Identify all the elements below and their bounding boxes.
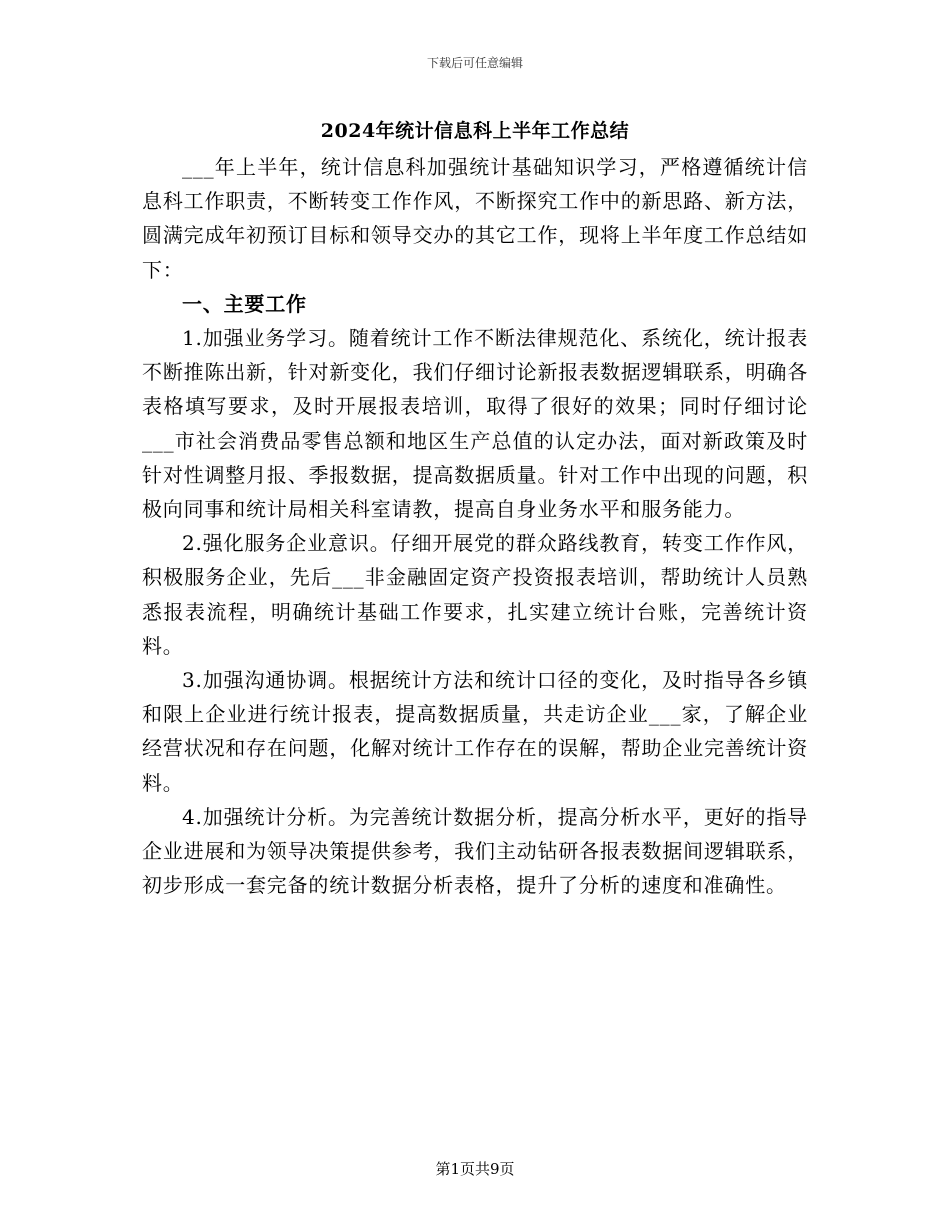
section-heading-main-work: 一、主要工作 xyxy=(182,291,307,316)
intro-paragraph: ___年上半年，统计信息科加强统计基础知识学习，严格遵循统计信息科工作职责，不断转变工作作风，不断探究工作中的新思路、新方法，圆满完成年初预订目标和领导交办的其它工作，现将上半年度工作总结如下： xyxy=(142,155,808,282)
paragraph-item-3: 3.加强沟通协调。根据统计方法和统计口径的变化，及时指导各乡镇和限上企业进行统计报表，提高数据质量，共走访企业___家，了解企业经营状况和存在问题，化解对统计工作存在的误解，帮助企业完善统计资料。 xyxy=(142,668,808,795)
paragraph-item-2: 2.强化服务企业意识。仔细开展党的群众路线教育，转变工作作风，积极服务企业，先后___非金融固定资产投资报表培训，帮助统计人员熟悉报表流程，明确统计基础工作要求，扎实建立统计台账，完善统计资料。 xyxy=(142,531,808,658)
document-title: 2024年统计信息科上半年工作总结 xyxy=(320,120,630,142)
header-note: 下载后可任意编辑 xyxy=(426,56,523,70)
paragraph-item-4: 4.加强统计分析。为完善统计数据分析，提高分析水平，更好的指导企业进展和为领导决策提供参考，我们主动钻研各报表数据间逻辑联系，初步形成一套完备的统计数据分析表格，提升了分析的速度和准确性。 xyxy=(142,804,808,898)
page-number: 第1页共9页 xyxy=(435,1160,515,1178)
document-body xyxy=(142,150,808,902)
paragraph-item-1: 1.加强业务学习。随着统计工作不断法律规范化、系统化，统计报表不断推陈出新，针对新变化，我们仔细讨论新报表数据逻辑联系，明确各表格填写要求，及时开展报表培训，取得了很好的效果；同时仔细讨论___市社会消费品零售总额和地区生产总值的认定办法，面对新政策及时针对性调整月报、季报数据，提高数据质量。针对工作中出现的问题，积极向同事和统计局相关科室请教，提高自身业务水平和服务能力。 xyxy=(142,326,808,522)
